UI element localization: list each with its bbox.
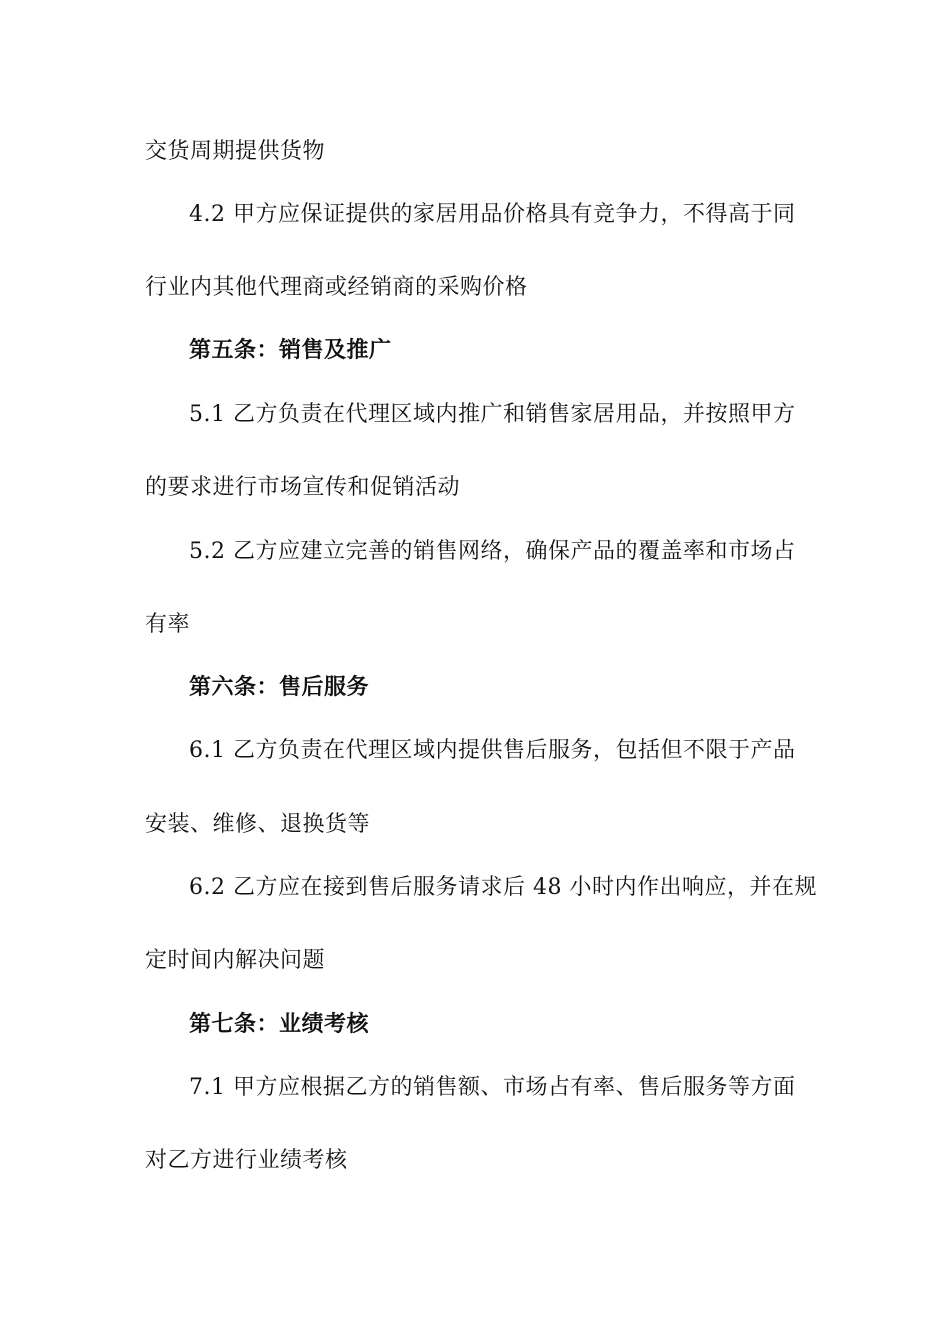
clause-6-2-line: 6.2 乙方应在接到售后服务请求后 48 小时内作出响应，并在规 <box>189 875 817 900</box>
paragraph-line: 安装、维修、退换货等 <box>145 812 371 837</box>
paragraph-line: 定时间内解决问题 <box>145 948 326 973</box>
clause-4-2-line: 4.2 甲方应保证提供的家居用品价格具有竞争力，不得高于同 <box>189 202 796 227</box>
clause-5-2-line: 5.2 乙方应建立完善的销售网络，确保产品的覆盖率和市场占 <box>189 539 796 564</box>
section-heading-7: 第七条：业绩考核 <box>189 1012 370 1037</box>
section-heading-5: 第五条：销售及推广 <box>189 338 392 363</box>
paragraph-line: 行业内其他代理商或经销商的采购价格 <box>145 275 528 300</box>
paragraph-line: 的要求进行市场宣传和促销活动 <box>145 475 461 500</box>
clause-7-1-line: 7.1 甲方应根据乙方的销售额、市场占有率、售后服务等方面 <box>189 1075 796 1100</box>
paragraph-line: 对乙方进行业绩考核 <box>145 1148 348 1173</box>
clause-5-1-line: 5.1 乙方负责在代理区域内推广和销售家居用品，并按照甲方 <box>189 402 796 427</box>
clause-6-1-line: 6.1 乙方负责在代理区域内提供售后服务，包括但不限于产品 <box>189 738 796 763</box>
paragraph-line: 交货周期提供货物 <box>145 139 326 164</box>
section-heading-6: 第六条：售后服务 <box>189 675 370 700</box>
paragraph-line: 有率 <box>145 612 191 637</box>
